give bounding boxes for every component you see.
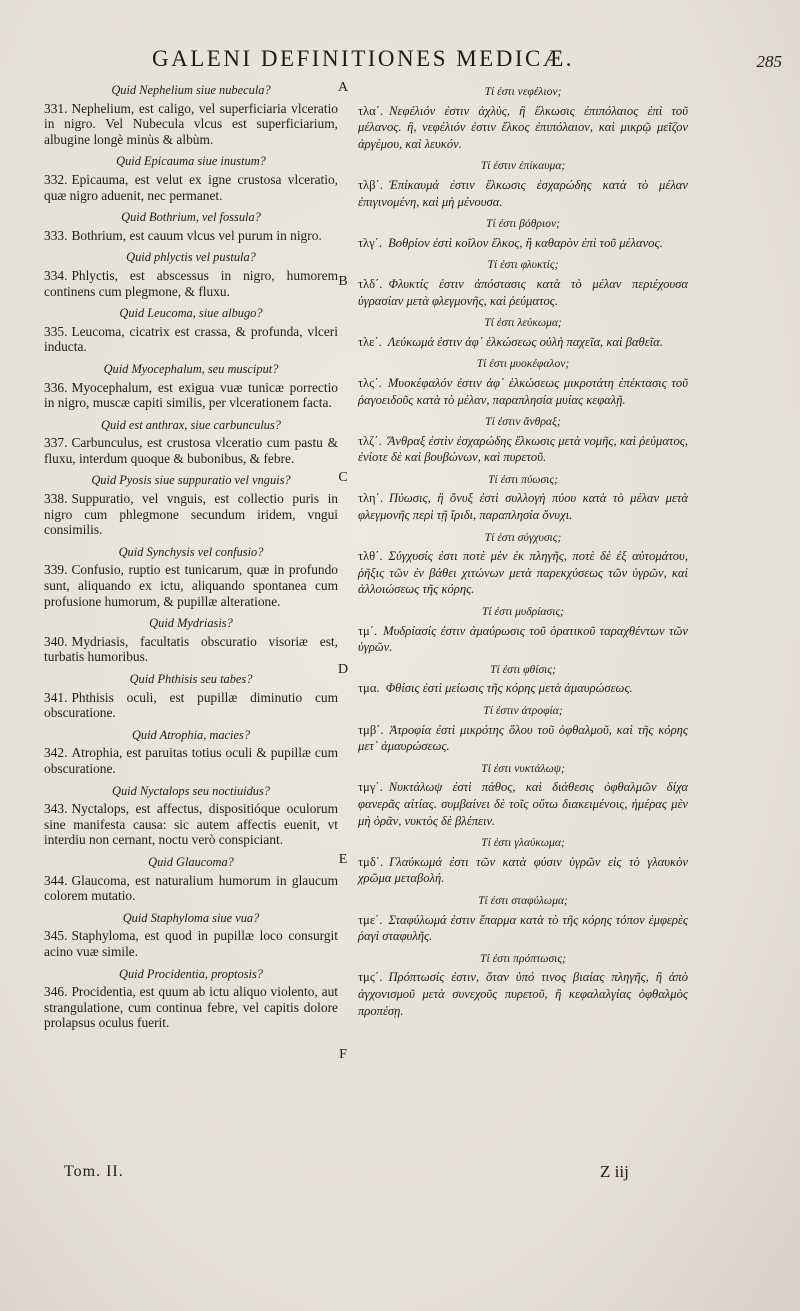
margin-letter-d: D	[337, 662, 349, 677]
greek-question: Τί ἐστι φλυκτίς;	[487, 258, 559, 272]
margin-letter-c: C	[338, 470, 348, 485]
entry-number: 341.	[44, 689, 68, 705]
greek-entry-number: τμϛ΄.	[358, 970, 383, 985]
greek-definition: Ἀτροφία ἐστὶ μικρότης ὅλου τοῦ ὀφθαλμοῦ, καὶ τῆς κόρης μετ᾽ ἀμαυρώσεως.	[358, 722, 688, 754]
greek-entry-332	[358, 158, 688, 210]
latin-question: Quid Bothrium, vel fossula?	[121, 210, 261, 225]
greek-definition: Γλαύκωμά ἐστι τῶν κατὰ φύσιν ὑγρῶν εἰς τὸ γλαυκὸν χρῶμα μεταβολή.	[358, 854, 688, 886]
greek-definition: Πρόπτωσίς ἐστιν, ὅταν ὑπό τινος βιαίας πληγῆς, ἢ ἀπὸ ἀγχονισμοῦ μετὰ συνεχοῦς πυρετοῦ, ἢ κεφαλαλγίας ὀφθαλμὸς προπέσῃ.	[358, 970, 688, 1018]
greek-question: Τί ἐστι σταφύλωμα;	[478, 893, 568, 907]
greek-question: Τί ἐστιν ἀτροφία;	[483, 704, 563, 717]
greek-definition: Βοθρίον ἐστὶ κοῖλον ἕλκος, ἢ καθαρὸν ἐπὶ τοῦ μέλανος.	[388, 235, 663, 250]
entry-number: 346.	[44, 984, 68, 1000]
latin-definition: Atrophia, est paruitas totius oculi & pupillæ cum obscuratione.	[44, 745, 338, 776]
greek-entry-341	[358, 662, 688, 697]
greek-entry-number: τλε΄.	[358, 334, 382, 349]
latin-question: Quid Leucoma, siue albugo?	[119, 306, 263, 321]
latin-entry-340	[44, 616, 338, 665]
entry-number: 343.	[44, 801, 68, 817]
greek-entry-336	[358, 356, 688, 408]
latin-entry-341	[44, 672, 338, 721]
entry-number: 344.	[44, 872, 68, 888]
greek-definition: Σταφύλωμά ἐστιν ἔπαρμα κατὰ τὸ τῆς κόρης τόπον ἐμφερὲς ῥαγὶ σταφυλῆς.	[358, 912, 688, 944]
latin-question: Quid Nephelium siue nubecula?	[111, 83, 271, 97]
greek-entry-number: τλη΄.	[358, 491, 383, 506]
latin-entry-335	[44, 306, 338, 355]
greek-definition: Μυοκέφαλόν ἐστιν ἀφ᾽ ἑλκώσεως μικροτάτη ἐπέκτασις τοῦ ῥαγοειδοῦς κατὰ τὸ μέλαν, παραπλησία μυίας κεφαλῇ.	[358, 375, 688, 407]
latin-definition: Bothrium, est cauum vlcus vel purum in nigro.	[71, 227, 322, 243]
greek-question: Τί ἐστι βόθριον;	[486, 217, 560, 231]
greek-entry-number: τμδ΄.	[358, 854, 384, 869]
greek-question: Τί ἐστι πρόπτωσις;	[480, 951, 566, 965]
greek-definition: Μυδρίασίς ἐστιν ἀμαύρωσις τοῦ ὁρατικοῦ ταραχθέντων τῶν ὑγρῶν.	[358, 623, 688, 655]
latin-entry-336	[44, 362, 338, 411]
greek-question: Τί ἐστιν ἐπίκαυμα;	[480, 159, 566, 173]
latin-definition: Epicauma, est velut ex igne crustosa vlceratio, quæ nigro aduenit, nec permanet.	[44, 171, 338, 203]
latin-entry-343	[44, 784, 338, 848]
greek-entry-number: τλα΄.	[358, 103, 384, 118]
latin-question: Quid Mydriasis?	[149, 616, 233, 631]
latin-question: Quid Pyosis siue suppuratio vel vnguis?	[91, 473, 291, 488]
greek-definition: Νυκτάλωψ ἐστὶ πάθος, καὶ διάθεσις ὀφθαλμῶν δίχα φανερᾶς αἰτίας. συμβαίνει δὲ τοῖς οὕτω διακειμένοις, ἡμέρας μὲν μὴ ὁρᾶν, νυκτὸς δὲ βλέπειν.	[358, 780, 688, 828]
volume-signature: Tom. II.	[64, 1163, 124, 1180]
latin-question: Quid Staphyloma siue vua?	[122, 910, 260, 925]
entry-number: 339.	[44, 562, 68, 578]
latin-question: Quid Procidentia, proptosis?	[119, 966, 263, 981]
latin-question: Quid phlyctis vel pustula?	[126, 250, 256, 265]
greek-question: Τί ἐστι πύωσις;	[488, 472, 558, 486]
latin-entry-339	[44, 545, 338, 609]
entry-number: 336.	[44, 379, 68, 395]
entry-number: 337.	[44, 435, 68, 451]
latin-definition: Mydriasis, facultatis obscuratio visoriæ est, turbatis humoribus.	[44, 633, 338, 665]
greek-question: Τί ἐστι φθίσις;	[490, 662, 556, 676]
latin-column	[44, 80, 338, 1038]
greek-entry-343	[358, 761, 688, 829]
greek-entry-337	[358, 414, 688, 466]
greek-question: Τί ἐστι γλαύκωμα;	[481, 836, 565, 850]
latin-entry-334	[44, 250, 338, 299]
greek-question: Τί ἐστιν ἄνθραξ;	[485, 415, 561, 429]
latin-definition: Nyctalops, est affectus, dispositióque oculorum sine manifesta causa: sic autem affectis euenit, vt interdiu non cernant, noctu verò conspiciant.	[44, 801, 338, 848]
entry-number: 332.	[44, 171, 68, 187]
latin-entry-332	[44, 154, 338, 203]
greek-question: Τί ἐστι σύγχυσις;	[484, 530, 562, 544]
latin-definition: Phthisis oculi, est pupillæ diminutio cum obscuratione.	[44, 689, 338, 721]
latin-definition: Glaucoma, est naturalium humorum in glaucum colorem mutatio.	[44, 872, 338, 904]
latin-entry-346	[44, 967, 338, 1031]
entry-number: 331.	[44, 100, 68, 116]
greek-entry-339	[358, 530, 688, 598]
greek-entry-342	[358, 703, 688, 755]
greek-definition: Φλυκτίς ἐστιν ἀπόστασις κατὰ τὸ μέλαν περιέχουσα ὑγρασίαν μετὰ φλεγμονῆς, καὶ ῥεύματος.	[358, 276, 688, 308]
greek-entry-334	[358, 257, 688, 309]
greek-entry-number: τλβ΄.	[358, 177, 383, 192]
greek-question: Τί ἐστι νεφέλιον;	[484, 85, 562, 98]
greek-definition: Φθίσις ἐστὶ μείωσις τῆς κόρης μετὰ ἀμαυρώσεως.	[385, 681, 633, 696]
entry-number: 333.	[44, 227, 68, 243]
entry-number: 340.	[44, 633, 68, 649]
greek-entry-number: τμα.	[358, 681, 380, 696]
latin-question: Quid Phthisis seu tabes?	[129, 672, 253, 686]
latin-question: Quid Myocephalum, seu musciput?	[103, 361, 279, 376]
latin-question: Quid Atrophia, macies?	[131, 727, 251, 742]
greek-entry-344	[358, 835, 688, 887]
latin-definition: Procidentia, est quum ab ictu aliquo violento, aut strangulatione, cum continua febre, vel capitis dolore prolapsus oculus fuerit.	[44, 984, 338, 1031]
latin-question: Quid Glaucoma?	[148, 854, 234, 869]
latin-entry-342	[44, 728, 338, 777]
latin-question: Quid Synchysis vel confusio?	[118, 544, 264, 559]
greek-column	[358, 80, 688, 1025]
greek-definition: Ἄνθραξ ἐστὶν ἐσχαρώδης ἕλκωσις μετὰ νομῆς, καὶ ῥεύματος, ἐνίοτε δὲ καὶ βουβώνων, καὶ πυρετοῦ.	[358, 433, 688, 465]
margin-letter-b: B	[338, 274, 348, 289]
greek-entry-number: τμβ΄.	[358, 722, 384, 737]
margin-letter-f: F	[339, 1047, 347, 1062]
greek-definition: Σύγχυσίς ἐστι ποτὲ μὲν ἐκ πληγῆς, ποτὲ δὲ ἐξ αὐτομάτου, ῥῆξις τῶν ἐν βάθει χιτώνων μετὰ παρεκχύσεως τῶν ὑγρῶν, καὶ ἀλλοιώσεως τῆς κόρης.	[358, 549, 688, 597]
greek-entry-331	[358, 84, 688, 152]
greek-entry-number: τλδ΄.	[358, 276, 383, 291]
greek-entry-number: τμε΄.	[358, 912, 383, 927]
greek-entry-340	[358, 604, 688, 656]
latin-definition: Leucoma, cicatrix est crassa, & profunda, vlceri inducta.	[44, 323, 338, 355]
gathering-signature: Z iij	[600, 1162, 629, 1181]
entry-number: 335.	[44, 323, 68, 339]
latin-definition: Suppuratio, vel vnguis, est collectio puris in nigro cum phlegmone secundum iridem, vngui consimilis.	[44, 491, 338, 538]
latin-definition: Nephelium, est caligo, vel superficiaria vlceratio in nigro. Vel Nubecula vlcus est superficiarium, albugine longè minùs & albùm.	[44, 100, 338, 147]
latin-entry-337	[44, 418, 338, 467]
latin-question: Quid est anthrax, siue carbunculus?	[101, 417, 281, 432]
entry-number: 338.	[44, 491, 68, 507]
margin-letter-e: E	[338, 852, 348, 867]
entry-number: 345.	[44, 928, 68, 944]
latin-definition: Myocephalum, est exigua vuæ tunicæ porrectio in nigro, muscæ capiti similis, per vlcerationem facta.	[44, 379, 338, 411]
greek-entry-345	[358, 893, 688, 945]
latin-entry-344	[44, 855, 338, 904]
greek-entry-number: τλϛ΄.	[358, 375, 382, 390]
entry-number: 342.	[44, 745, 68, 761]
latin-question: Quid Nyctalops seu noctiuidus?	[112, 783, 270, 798]
page-number: 285	[756, 52, 782, 71]
latin-definition: Staphyloma, est quod in pupillæ loco consurgit acino vuæ simile.	[44, 928, 338, 959]
greek-entry-number: τλγ΄.	[358, 235, 383, 250]
greek-question: Τί ἐστι λεύκωμα;	[484, 316, 562, 330]
greek-entry-number: τλζ΄.	[358, 433, 382, 448]
running-title: GALENI DEFINITIONES MEDICÆ.	[152, 46, 575, 71]
greek-entry-number: τμ΄.	[358, 623, 378, 638]
greek-entry-333	[358, 216, 688, 251]
page-header	[0, 44, 800, 84]
latin-definition: Confusio, ruptio est tunicarum, quæ in profundo sunt, aliquando ex ictu, aliquando spontanea cum profusione humorum, & pupillæ alteratione.	[44, 562, 338, 609]
greek-question: Τί ἐστι μυδρίασις;	[481, 605, 565, 619]
latin-entry-338	[44, 473, 338, 537]
latin-definition: Carbunculus, est crustosa vlceratio cum pastu & fluxu, interdum quoque & bubonibus, & febre.	[44, 435, 338, 466]
greek-question: Τί ἐστι νυκτάλωψ;	[481, 761, 565, 775]
greek-definition: Πύωσις, ἢ ὄνυξ ἐστὶ συλλογὴ πύου κατὰ τὸ μέλαν μετὰ φλεγμονῆς περὶ τῇ ἴριδι, παραπλησία ὄνυχι.	[358, 491, 688, 523]
greek-entry-346	[358, 951, 688, 1019]
greek-entry-338	[358, 472, 688, 524]
greek-entry-335	[358, 315, 688, 350]
greek-entry-number: τμγ΄.	[358, 780, 383, 795]
greek-entry-number: τλθ΄.	[358, 549, 383, 564]
latin-question: Quid Epicauma siue inustum?	[116, 154, 266, 169]
latin-entry-333	[44, 210, 338, 243]
latin-entry-345	[44, 911, 338, 960]
latin-definition: Phlyctis, est abscessus in nigro, humorem continens cum plegmone, & fluxu.	[44, 267, 338, 299]
greek-question: Τί ἐστι μυοκέφαλον;	[476, 357, 570, 371]
greek-definition: Νεφέλιόν ἐστιν ἀχλὺς, ἢ ἕλκωσις ἐπιπόλαιος ἐπὶ τοῦ μέλανος. ἢ, νεφέλιόν ἐστιν ἕλκος ἐπιπόλαιον, καὶ μικρῷ μεῖζον ἀργέμου, καὶ λευκόν.	[358, 103, 688, 151]
greek-definition: Ἐπίκαυμά ἐστιν ἕλκωσις ἐσχαρώδης κατὰ τὸ μέλαν ἐπιγινομένη, καὶ μὴ μένουσα.	[358, 177, 688, 209]
latin-entry-331	[44, 83, 338, 147]
margin-letter-a: A	[337, 80, 349, 95]
greek-definition: Λεύκωμά ἐστιν ἀφ᾽ ἑλκώσεως οὐλὴ παχεῖα, καὶ βαθεῖα.	[387, 334, 663, 349]
entry-number: 334.	[44, 267, 68, 283]
